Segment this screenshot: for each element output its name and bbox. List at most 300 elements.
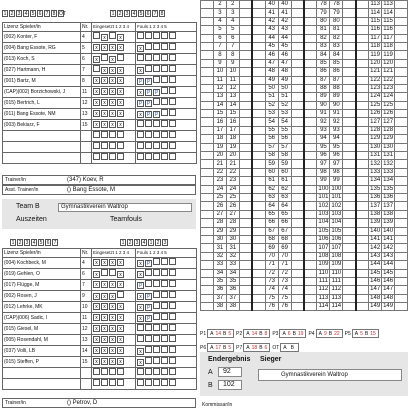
score-value-b: 118	[383, 43, 393, 50]
score-row	[201, 9, 408, 17]
eingesetzt-mark	[117, 379, 124, 386]
foul-mark	[161, 313, 168, 320]
teamfoul-box: 6	[146, 11, 150, 17]
score-player-a	[356, 42, 369, 50]
eingesetzt-mark: x	[101, 67, 108, 74]
score-player-a	[356, 93, 369, 101]
eingesetzt-mark: x	[117, 325, 124, 332]
team-b-trainer-row	[2, 398, 196, 408]
score-player-a	[201, 219, 214, 227]
score-value-b: 107	[331, 244, 342, 251]
foul-mark	[153, 368, 160, 375]
player-number: 11	[81, 87, 92, 98]
fouls-header: Fouls 1 2 3 4 5	[136, 249, 197, 258]
score-value-b: 5	[226, 26, 239, 34]
timeout-box: 5	[39, 240, 43, 246]
score-player-b	[395, 110, 408, 118]
foul-mark	[169, 153, 176, 160]
score-player-b	[395, 1, 408, 9]
score-value-b: 60	[278, 168, 291, 176]
score-value-b: 149	[383, 303, 394, 310]
eingesetzt-mark	[109, 153, 116, 160]
score-player-b	[291, 277, 304, 285]
score-player-b	[395, 219, 408, 227]
timeout-box: 4	[32, 240, 36, 246]
score-value-b: 114	[383, 9, 393, 16]
foul-mark: x	[137, 89, 144, 96]
teamfoul-box: 4	[142, 240, 146, 246]
score-value-b: 8	[226, 51, 239, 59]
score-value-b: 78	[330, 1, 343, 9]
kommissar-label: Kommissar/in	[202, 402, 233, 408]
score-player-a	[252, 101, 265, 109]
eingesetzt-mark: x	[93, 77, 100, 84]
score-value-a: 116	[370, 26, 380, 33]
eingesetzt-mark: x	[117, 77, 124, 84]
score-player-a	[252, 219, 265, 227]
score-player-a	[201, 303, 214, 311]
score-player-b	[343, 185, 356, 193]
score-value-a: 13	[213, 93, 226, 101]
score-value-b: 21	[226, 160, 239, 168]
period-a-label: A	[354, 331, 359, 337]
score-value-a: 146	[370, 278, 381, 285]
score-player-a	[201, 101, 214, 109]
timeout-box: 5	[31, 11, 35, 17]
eingesetzt-mark	[101, 131, 108, 138]
score-value-a: 132	[370, 160, 381, 167]
score-player-a	[252, 193, 265, 201]
player-name	[3, 153, 81, 164]
score-player-a	[201, 9, 214, 17]
score-value-b: 112	[331, 286, 342, 293]
foul-mark	[153, 65, 160, 72]
score-player-b	[343, 303, 356, 311]
foul-mark	[169, 65, 176, 72]
score-player-b	[239, 294, 252, 302]
period-label: P4	[308, 331, 315, 337]
score-player-b	[343, 135, 356, 143]
score-player-a	[356, 118, 369, 126]
player-eingesetzt	[92, 54, 136, 65]
foul-mark	[161, 65, 168, 72]
score-value-a: 143	[370, 252, 381, 259]
score-value-a: 91	[317, 110, 330, 118]
score-value-a: 85	[317, 59, 330, 67]
table-row	[3, 379, 197, 390]
score-value-b: 76	[278, 303, 291, 311]
score-row	[201, 76, 408, 84]
score-value-a: 138	[370, 210, 381, 217]
score-value-b: 135	[383, 185, 394, 192]
score-value-b: 70	[278, 252, 291, 260]
player-number	[81, 379, 92, 390]
score-value-b: 103	[331, 210, 342, 217]
score-player-b	[291, 219, 304, 227]
score-value-a: 123	[370, 85, 381, 92]
period-a-label: A	[282, 331, 286, 337]
score-value-a: 108	[318, 252, 329, 259]
score-player-a	[304, 126, 317, 134]
player-eingesetzt	[92, 324, 136, 335]
foul-mark	[169, 258, 176, 265]
score-player-b	[291, 143, 304, 151]
score-value-a: 144	[370, 261, 381, 268]
eingesetzt-mark: x	[101, 110, 108, 117]
score-value-a: 140	[370, 227, 381, 234]
score-value-a: 51	[265, 93, 278, 101]
score-value-b: 49	[278, 76, 291, 84]
eingesetzt-mark: x	[101, 347, 108, 354]
score-player-b	[239, 51, 252, 59]
score-player-b	[239, 219, 252, 227]
period-b-score: 22	[334, 331, 340, 337]
score-value-b: 92	[330, 118, 343, 126]
foul-mark	[169, 32, 176, 39]
score-value-a: 17	[213, 126, 226, 134]
score-player-a	[356, 294, 369, 302]
teamfoul-box: 3	[125, 11, 129, 17]
foul-mark: P	[146, 316, 151, 322]
player-number: 14	[81, 346, 92, 357]
score-player-a	[304, 294, 317, 302]
endergebnis-label: Endergebnis	[208, 356, 251, 363]
teamfoul-box: 2	[156, 240, 160, 246]
score-row	[201, 177, 408, 185]
score-player-a	[252, 26, 265, 34]
score-player-a	[304, 51, 317, 59]
score-player-a	[201, 42, 214, 50]
foul-mark	[153, 54, 160, 61]
score-player-b	[239, 68, 252, 76]
player-fouls	[136, 109, 197, 120]
period-b-score: 19	[297, 331, 304, 337]
score-value-b: 24	[226, 185, 239, 193]
score-value-a: 75	[265, 294, 278, 302]
player-eingesetzt	[92, 43, 136, 54]
foul-mark	[153, 280, 160, 287]
score-value-b: 105	[331, 227, 342, 234]
score-value-b: 18	[226, 135, 239, 143]
score-player-b	[291, 34, 304, 42]
period-b-label: B	[223, 345, 227, 351]
timeout-box: 4	[24, 11, 28, 17]
score-player-a	[356, 286, 369, 294]
score-value-a: 137	[370, 202, 381, 209]
score-value-a: 55	[265, 126, 278, 134]
score-value-a: 103	[318, 210, 329, 217]
score-value-a: 134	[370, 177, 381, 184]
foul-mark	[145, 379, 152, 386]
score-player-b	[239, 252, 252, 260]
foul-mark	[153, 142, 160, 149]
score-player-a	[356, 143, 369, 151]
team-b-trainer-name: () Petrov, D	[67, 400, 98, 406]
score-value-a: 5	[213, 26, 226, 34]
eingesetzt-mark	[101, 153, 108, 160]
foul-mark: x	[137, 67, 144, 74]
score-value-b: 74	[278, 286, 291, 294]
score-player-a	[201, 210, 214, 218]
eingesetzt-mark	[93, 65, 100, 72]
score-value-a: 147	[370, 286, 381, 293]
score-player-a	[201, 277, 214, 285]
score-value-b: 36	[226, 286, 239, 294]
score-value-b: 83	[330, 42, 343, 50]
foul-mark	[161, 357, 168, 364]
player-eingesetzt	[92, 269, 136, 280]
score-value-b: 104	[331, 219, 342, 226]
score-value-b: 81	[330, 26, 343, 34]
player-number	[81, 153, 92, 164]
team-b-roster	[2, 248, 196, 390]
player-name: (015) Steffen, P	[3, 357, 81, 368]
score-player-b	[343, 202, 356, 210]
player-fouls	[136, 76, 197, 87]
score-player-a	[252, 42, 265, 50]
eingesetzt-mark: x	[109, 281, 116, 288]
score-row	[201, 294, 408, 302]
score-player-a	[304, 160, 317, 168]
eingesetzt-header: Eingesetzt 1 2 3 4	[92, 23, 136, 32]
foul-mark	[161, 142, 168, 149]
eingesetzt-header: Eingesetzt 1 2 3 4	[92, 249, 136, 258]
score-player-a	[356, 9, 369, 17]
score-row	[201, 68, 408, 76]
timeouts-label: Auszeiten	[16, 216, 47, 223]
foul-mark	[161, 153, 168, 160]
score-value-a: 110	[318, 269, 329, 276]
period-label: P1	[200, 331, 207, 337]
foul-mark	[161, 120, 168, 127]
foul-mark	[137, 120, 144, 127]
player-eingesetzt	[92, 346, 136, 357]
score-row	[201, 17, 408, 25]
score-player-b	[343, 34, 356, 42]
eingesetzt-mark: x	[101, 99, 108, 106]
player-fouls	[136, 357, 197, 368]
score-value-b: 142	[383, 244, 394, 251]
score-player-b	[239, 42, 252, 50]
player-name: (037) Volli, LB	[3, 346, 81, 357]
score-player-a	[201, 160, 214, 168]
foul-mark: x	[137, 260, 144, 267]
score-player-b	[395, 294, 408, 302]
score-player-a	[356, 185, 369, 193]
foul-mark: P	[138, 79, 143, 85]
player-fouls	[136, 324, 197, 335]
score-player-a	[201, 193, 214, 201]
score-player-a	[356, 51, 369, 59]
score-row	[201, 42, 408, 50]
score-player-a	[304, 152, 317, 160]
score-value-b: 137	[383, 202, 394, 209]
timeout-box: 3	[17, 11, 21, 17]
period-b-score: 6	[264, 345, 268, 351]
foul-mark: P	[146, 79, 151, 85]
score-value-b: 136	[383, 194, 394, 201]
score-player-b	[239, 286, 252, 294]
score-player-a	[201, 286, 214, 294]
score-player-a	[356, 84, 369, 92]
table-row	[3, 109, 197, 120]
fouls-header: Fouls 1 2 3 4 5	[136, 23, 197, 32]
score-player-b	[395, 42, 408, 50]
score-player-b	[343, 193, 356, 201]
timeout-box: 3	[25, 240, 29, 246]
score-value-a: 121	[370, 68, 381, 75]
score-player-b	[239, 9, 252, 17]
score-player-b	[395, 51, 408, 59]
foul-mark	[169, 54, 176, 61]
score-value-b: 146	[383, 278, 394, 285]
player-eingesetzt	[92, 32, 136, 43]
score-value-b: 122	[383, 76, 394, 83]
period-box	[316, 329, 343, 338]
foul-mark	[161, 43, 168, 50]
score-player-b	[239, 152, 252, 160]
period-a-label: A	[283, 345, 287, 351]
score-value-b: 40	[278, 1, 291, 9]
foul-mark	[169, 269, 176, 276]
score-value-a: 127	[370, 118, 381, 125]
score-value-b: 3	[226, 9, 239, 17]
score-player-b	[291, 168, 304, 176]
table-row	[3, 324, 197, 335]
score-row	[201, 219, 408, 227]
eingesetzt-mark: x	[93, 325, 100, 332]
score-value-a: 36	[213, 286, 226, 294]
score-value-a: 141	[370, 236, 381, 243]
score-value-a: 89	[317, 93, 330, 101]
foul-mark	[169, 357, 176, 364]
score-player-a	[356, 59, 369, 67]
timeout-box: 6	[46, 240, 50, 246]
foul-mark	[145, 280, 152, 287]
team-a-timeout-strip	[2, 1, 192, 17]
score-value-a: 45	[265, 42, 278, 50]
team-b-trainer-label: Trainer/in	[5, 400, 26, 406]
score-value-b: 20	[226, 152, 239, 160]
score-player-b	[291, 110, 304, 118]
score-value-b: 80	[330, 17, 343, 25]
score-player-b	[395, 244, 408, 252]
score-player-a	[304, 76, 317, 84]
eingesetzt-mark: x	[109, 303, 116, 310]
score-value-b: 138	[383, 210, 394, 217]
score-player-b	[343, 168, 356, 176]
score-row	[201, 1, 408, 9]
score-value-b: 99	[330, 177, 343, 185]
player-name: (019) Gehlen, O	[3, 269, 81, 280]
score-value-b: 48	[278, 68, 291, 76]
score-player-b	[239, 101, 252, 109]
score-player-a	[252, 202, 265, 210]
score-value-a: 38	[213, 303, 226, 311]
period-a-score: 14	[251, 331, 258, 337]
score-value-b: 113	[383, 1, 393, 8]
player-fouls	[136, 131, 197, 142]
player-name: (027) Hartmann, H	[3, 65, 81, 76]
player-name: (001) Bartz, M	[3, 76, 81, 87]
score-value-b: 93	[330, 126, 343, 134]
score-player-b	[239, 227, 252, 235]
foul-mark	[161, 76, 168, 83]
score-player-b	[291, 93, 304, 101]
score-player-a	[304, 202, 317, 210]
eingesetzt-mark: x	[117, 44, 124, 51]
score-player-b	[239, 126, 252, 134]
score-player-a	[304, 93, 317, 101]
score-player-a	[201, 269, 214, 277]
score-value-a: 105	[318, 227, 329, 234]
score-player-b	[291, 160, 304, 168]
eingesetzt-mark: x	[101, 293, 108, 300]
score-value-a: 90	[317, 101, 330, 109]
foul-mark: P	[146, 305, 151, 311]
score-row	[201, 51, 408, 59]
foul-mark	[145, 269, 152, 276]
player-name: (003) Bekiarz, F	[3, 120, 81, 131]
score-value-b: 64	[278, 202, 291, 210]
score-player-b	[239, 118, 252, 126]
team-b-name: Gymnastikverein Waltrop	[58, 203, 192, 212]
score-player-a	[304, 219, 317, 227]
score-player-b	[343, 286, 356, 294]
foul-mark	[169, 379, 176, 386]
score-value-b: 143	[383, 252, 394, 259]
score-value-b: 16	[226, 118, 239, 126]
eingesetzt-mark: x	[109, 67, 116, 74]
score-player-b	[395, 286, 408, 294]
table-row	[3, 269, 197, 280]
score-value-b: 132	[383, 160, 394, 167]
score-player-a	[201, 202, 214, 210]
score-value-b: 42	[278, 17, 291, 25]
score-player-b	[395, 185, 408, 193]
eingesetzt-mark: x	[93, 271, 100, 278]
score-value-b: 88	[330, 84, 343, 92]
foul-mark	[169, 313, 176, 320]
score-player-b	[395, 261, 408, 269]
score-value-b: 27	[226, 210, 239, 218]
score-value-a: 44	[265, 34, 278, 42]
score-value-b: 139	[383, 219, 394, 226]
score-value-b: 6	[226, 34, 239, 42]
period-a-score: 5	[360, 331, 363, 337]
table-row	[3, 98, 197, 109]
score-player-a	[252, 261, 265, 269]
player-fouls	[136, 65, 197, 76]
score-value-b: 128	[383, 127, 394, 134]
score-player-b	[343, 261, 356, 269]
score-value-a: 27	[213, 210, 226, 218]
eingesetzt-mark: x	[93, 347, 100, 354]
eingesetzt-mark: x	[117, 121, 124, 128]
score-player-b	[395, 303, 408, 311]
team-b-label: Team B	[16, 203, 40, 210]
period-label: P3	[272, 331, 279, 337]
player-name	[3, 368, 81, 379]
score-value-b: 9	[226, 59, 239, 67]
eingesetzt-mark: x	[93, 314, 100, 321]
score-player-a	[201, 59, 214, 67]
player-number: 6	[81, 269, 92, 280]
foul-mark	[153, 291, 160, 298]
period-box	[243, 343, 270, 352]
score-player-b	[395, 76, 408, 84]
score-player-b	[291, 177, 304, 185]
